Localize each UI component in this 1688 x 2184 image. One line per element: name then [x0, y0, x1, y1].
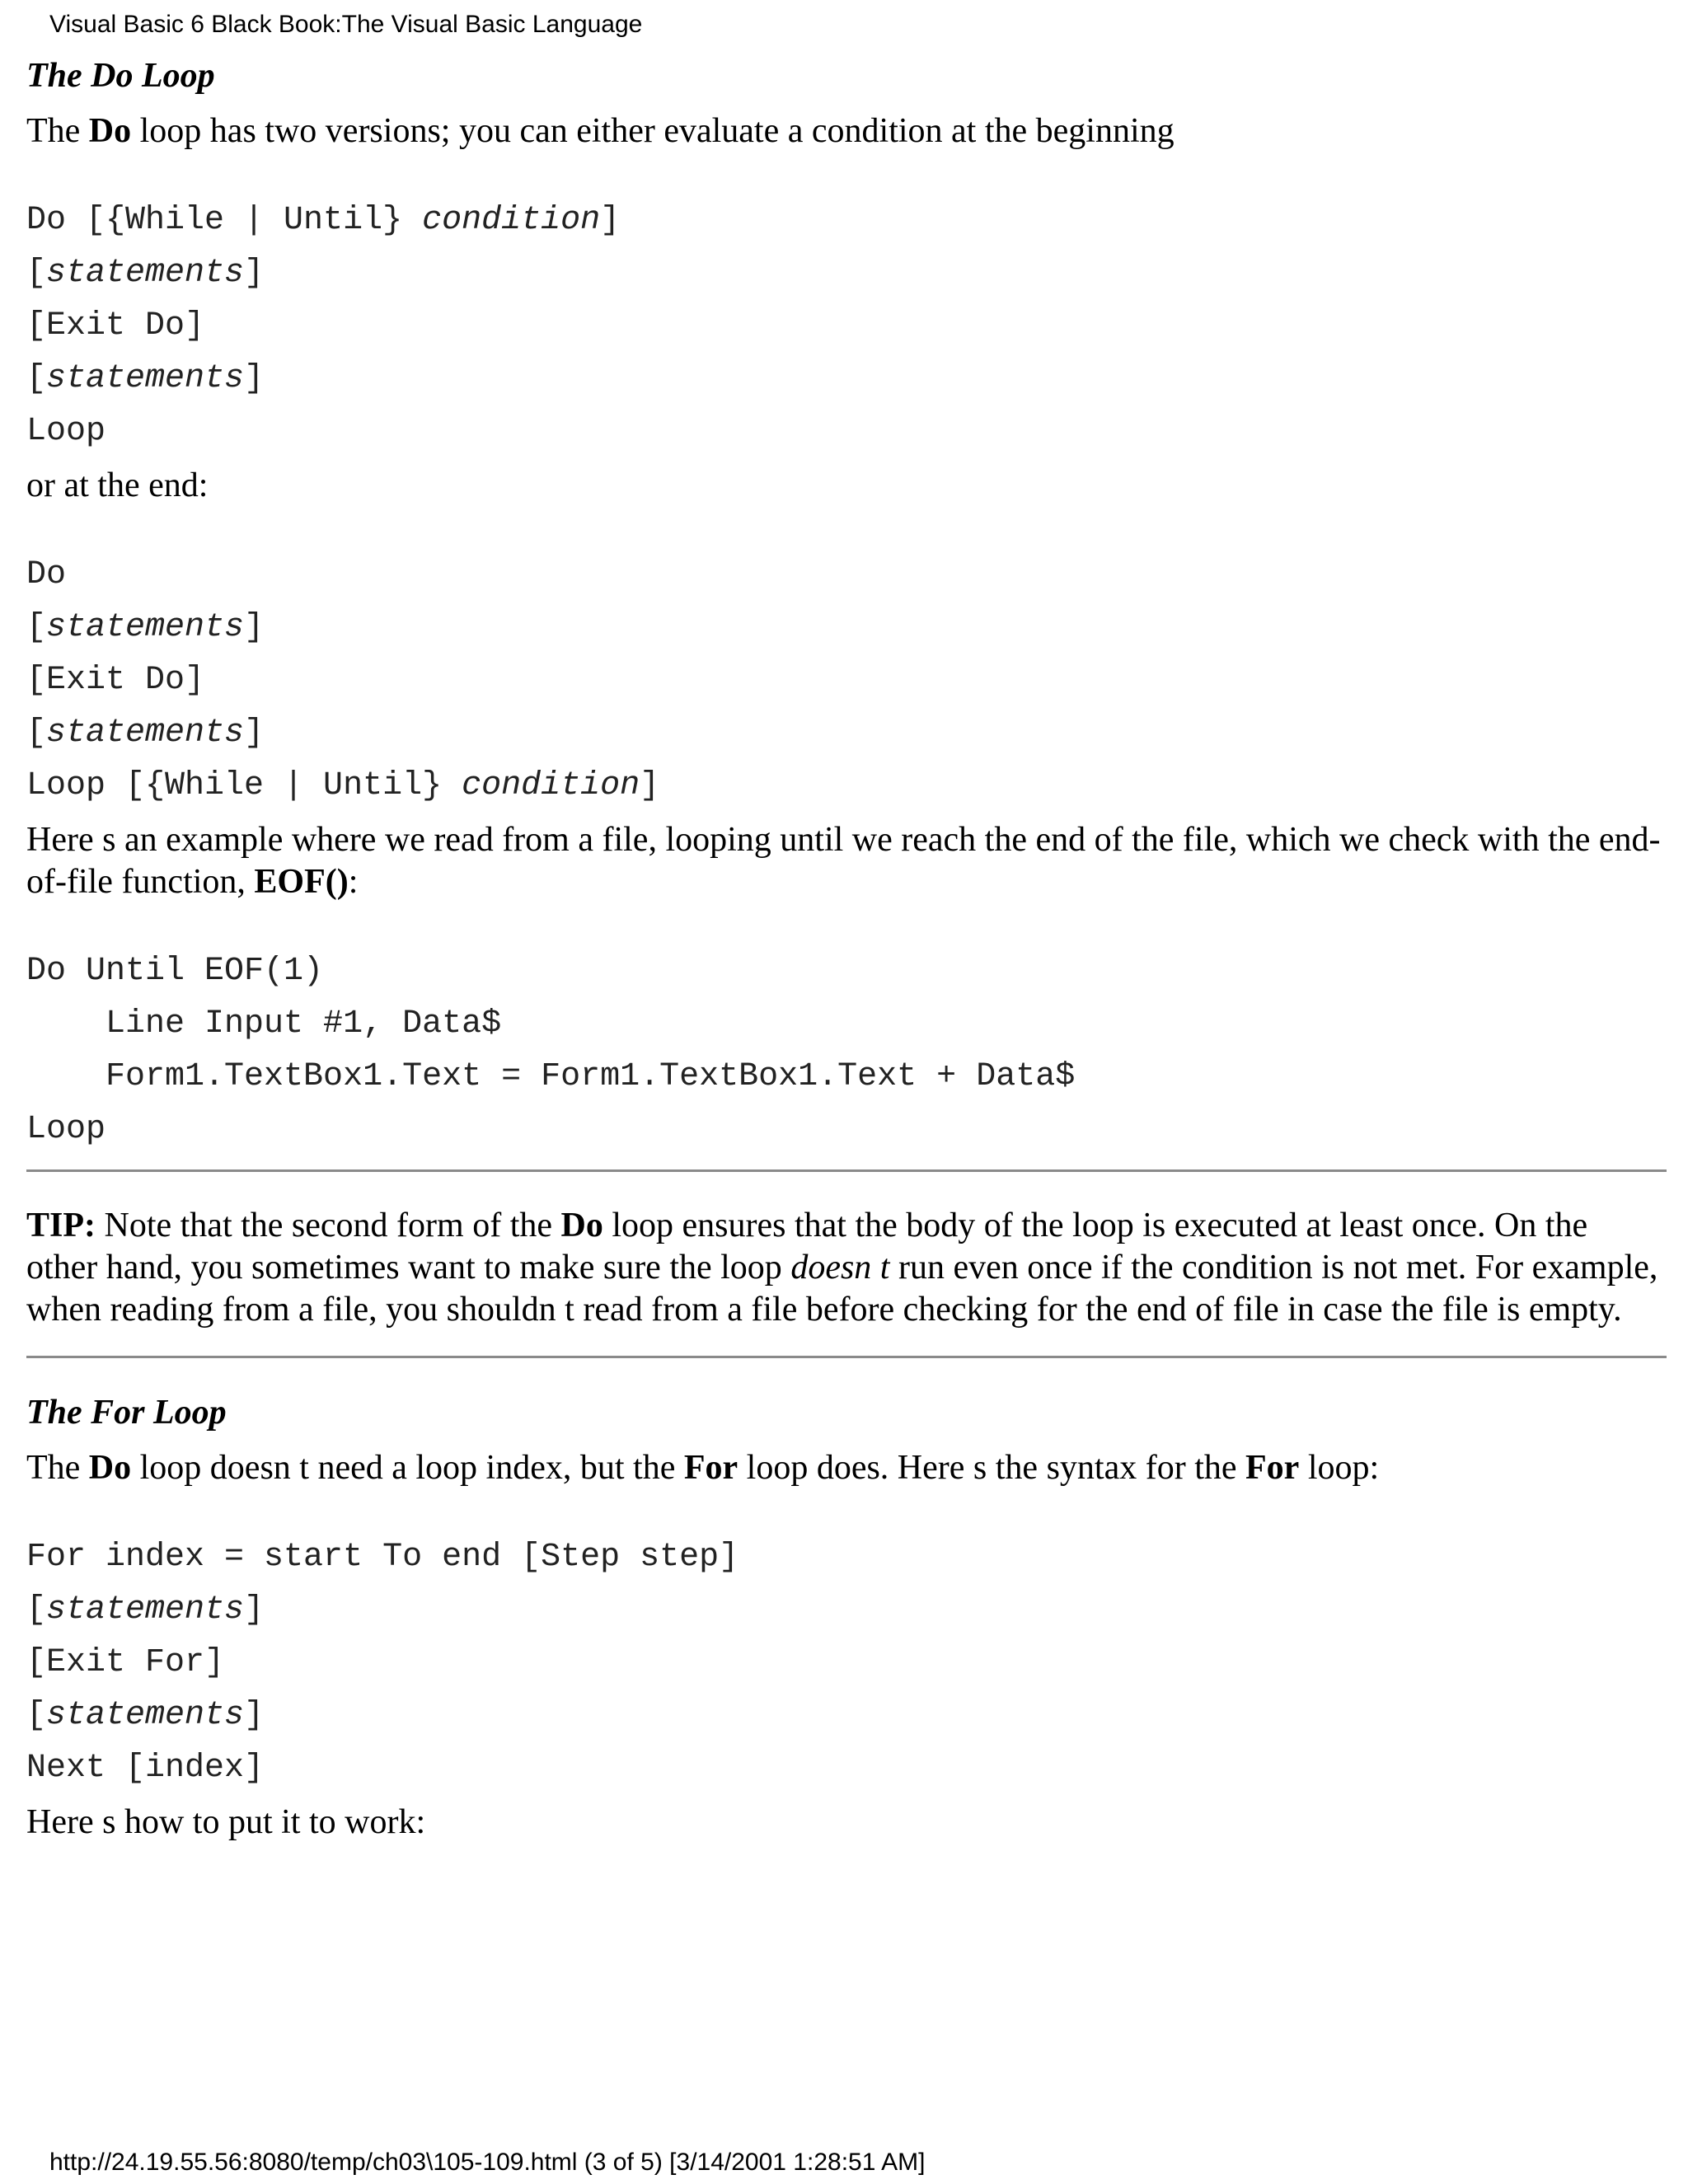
code-line: [statements] — [26, 255, 265, 292]
code-line: Line Input #1, Data$ — [26, 1005, 502, 1043]
emphasis: doesn t — [790, 1249, 890, 1286]
code-line: Loop — [26, 1111, 106, 1148]
code-line: [statements] — [26, 1591, 265, 1629]
text-run: The — [26, 112, 89, 150]
text-run: loop doesn t need a loop index, but the — [131, 1449, 684, 1487]
for-loop-outro: Here s how to put it to work: — [26, 1803, 426, 1841]
code-block-do-syntax-begin — [26, 194, 1667, 458]
keyword-for: For — [1245, 1449, 1300, 1487]
text-run: : — [348, 863, 359, 901]
code-line: [statements] — [26, 1697, 265, 1734]
tip-label: TIP: — [26, 1207, 96, 1244]
code-block-do-example — [26, 945, 1667, 1156]
text-run: The — [26, 1449, 89, 1487]
do-loop-intro — [26, 110, 1667, 152]
code-line: Form1.TextBox1.Text = Form1.TextBox1.Text + Data$ — [26, 1058, 1076, 1095]
code-block-for-syntax — [26, 1531, 1667, 1795]
code-line: [statements] — [26, 609, 265, 646]
text-run: run even once if the condition is not met. For example, when reading from a file, you shouldn t read from a file before checking for the end of file in case the file is empty. — [26, 1249, 1658, 1329]
tip-bottom-divider — [26, 1356, 1667, 1358]
code-line: Do Until EOF(1) — [26, 953, 324, 990]
section-heading-do-loop: The Do Loop — [26, 57, 215, 95]
do-loop-example-intro — [26, 819, 1667, 903]
text-run: loop has two versions; you can either evaluate a condition at the beginning — [131, 112, 1175, 150]
tip-paragraph — [26, 1205, 1667, 1331]
code-line: [Exit For] — [26, 1644, 225, 1681]
keyword-do: Do — [88, 1449, 132, 1487]
page-footer: http://24.19.55.56:8080/temp/ch03\105-109.html (3 of 5) [3/14/2001 1:28:51 AM] — [49, 2149, 926, 2176]
keyword-eof: EOF() — [254, 863, 349, 901]
text-run: loop: — [1299, 1449, 1380, 1487]
section-heading-for-loop: The For Loop — [26, 1394, 227, 1432]
code-line: [statements] — [26, 360, 265, 397]
keyword-for: For — [683, 1449, 738, 1487]
code-line: [Exit Do] — [26, 307, 205, 344]
code-block-do-syntax-end — [26, 549, 1667, 813]
keyword-do: Do — [88, 112, 132, 150]
tip-top-divider — [26, 1169, 1667, 1172]
code-line: Next [index] — [26, 1750, 265, 1787]
keyword-do: Do — [560, 1207, 603, 1244]
code-line: Loop [{While | Until} condition] — [26, 767, 660, 804]
document-body — [26, 51, 1667, 1844]
code-line: [Exit Do] — [26, 662, 205, 699]
do-loop-or-end: or at the end: — [26, 466, 209, 504]
page-header: Visual Basic 6 Black Book:The Visual Basic Language — [49, 11, 643, 38]
for-loop-intro — [26, 1447, 1667, 1489]
code-line: Do — [26, 556, 67, 593]
text-run: loop ensures that the body of the loop is executed at least once. On the other hand, you sometimes want to make sure the loop — [26, 1207, 1588, 1286]
code-line: For index = start To end [Step step] — [26, 1539, 739, 1576]
text-run: loop does. Here s the syntax for the — [738, 1449, 1246, 1487]
text-run: Note that the second form of the — [96, 1207, 561, 1244]
code-line: Do [{While | Until} condition] — [26, 202, 621, 239]
code-line: [statements] — [26, 715, 265, 752]
text-run: Here s an example where we read from a file, looping until we reach the end of the file, which we check with the end-of-file function, — [26, 821, 1661, 901]
code-line: Loop — [26, 413, 106, 450]
